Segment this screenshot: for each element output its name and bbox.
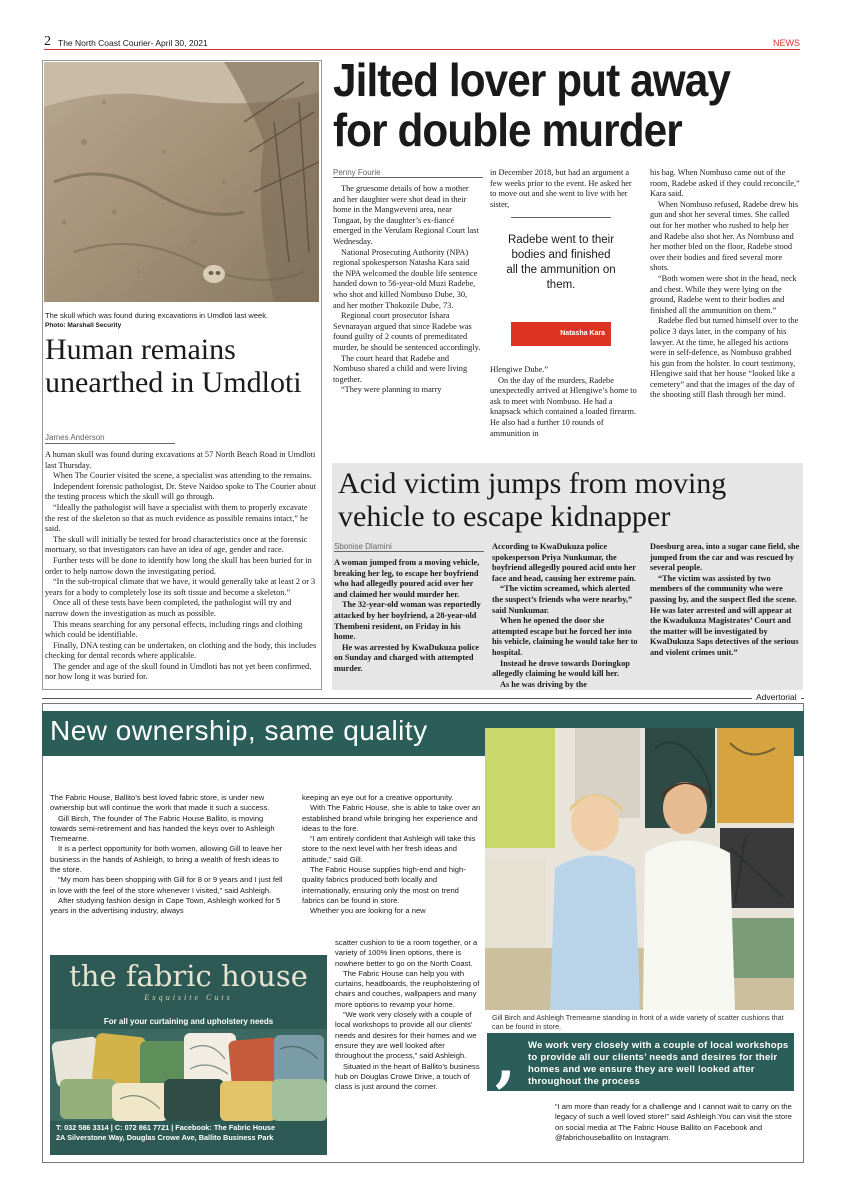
paragraph: Regional court prosecutor Ishara Sevnarayan argued that since Radebe was found guilty of 2 counts of premeditated murder, he should be sentenced accordingly.	[333, 311, 481, 352]
paragraph: When The Courier visited the scene, a specialist was attending to the remains.	[53, 471, 312, 481]
page-number: 2	[44, 34, 51, 49]
paragraph: The Fabric House can help you with curtains, headboards, the reupholstering of chairs and couches, wallpapers and many more options to revamp your home.	[335, 968, 480, 1009]
paragraph: Radebe fled but turned himself over to the police 3 days later, in the company of his lawyer. At the time, he alleged his actions were in self-defence, as Nombuso grabbed his gun from the holster. In court testimony, Hlengiwe said that her house “looked like a cemetery” and that the images of the day of the shooting still flash through her mind.	[650, 316, 799, 400]
advertorial-column-3: “I am more than ready for a challenge and I cannot wait to carry on the legacy of such a well loved store!” said Ashleigh.You can visit the store on social media at The Fabric House Ballito on Facebook and @fabrichouseballito on Instagram.	[555, 1102, 792, 1142]
advertorial-tag: Advertorial	[752, 692, 801, 702]
paragraph: It is a perfect opportunity for both women, allowing Gill to leave her business in the hands of Ashleigh, to bring a wealth of fresh ideas to the store.	[50, 844, 283, 875]
byline: Penny Fourie	[333, 168, 483, 178]
paragraph: He was arrested by KwaDukuza police on Sunday and charged with attempted murder.	[334, 642, 479, 673]
headline-human-remains: Human remains unearthed in Umdloti	[45, 333, 302, 399]
byline: Sbonise Dlamini	[334, 542, 484, 552]
paragraph: On the day of the murders, Radebe unexpectedly arrived at Hlengiwe’s home to ask to meet with Nombuso. He had a knapsack which contained a loaded firearm. He also had a further 10 rounds of ammunition in	[490, 375, 637, 438]
skull-excavation-photo	[44, 62, 319, 302]
paragraph: Further tests will be done to identify how long the skull has been buried for in order to help narrow down the investigating period.	[45, 555, 312, 576]
article-column-1	[333, 184, 481, 396]
paragraph: When Nombuso refused, Radebe drew his gun and shot her several times. She called out for her mother who rushed to help her and Radebe also shot her. As Nombuso and her mother bled on the floor, Radebe stood over their bodies and fired several more shots.	[650, 199, 799, 273]
logo-subtitle: Exquisite Cuts	[144, 993, 233, 1002]
ad-contact	[56, 1123, 326, 1143]
fabric-house-logo: the fabric house	[69, 959, 308, 993]
advertorial-column-2	[302, 793, 482, 917]
divider	[511, 217, 611, 218]
paragraph: “Both women were shot in the head, neck and chest. While they were lying on the ground, Radebe went to their bodies and finished all the ammunition on them.”	[650, 273, 797, 315]
headline-jilted-lover: Jilted lover put away for double murder	[333, 54, 730, 156]
paragraph: The gender and age of the skull found in Umdloti has not yet been confirmed, nor how long it was buried for.	[45, 661, 312, 682]
article-body	[45, 450, 317, 683]
article-column-3	[650, 168, 800, 401]
pull-quote: We work very closely with a couple of local workshops to provide all our clients’ needs and desires for their homes and we ensure they are well looked after throughout the process	[528, 1040, 789, 1087]
quote-mark-icon: ,	[495, 1025, 516, 1095]
paragraph: With The Fabric House, she is able to take over an established brand while bringing her experience and ideas to the fore.	[302, 803, 481, 833]
advertorial-column-1	[50, 793, 290, 917]
paragraph: According to KwaDukuza police spokesperson Priya Nunkumar, the boyfriend allegedly poured acid onto her face and head, causing her extreme pain.	[492, 542, 636, 583]
paragraph: The 32-year-old woman was reportedly attacked by her boyfriend, a 28-year-old Thembeni resident, on Friday in his home.	[334, 600, 481, 642]
article-column-3	[650, 542, 800, 659]
paragraph: “My mom has been shopping with Gill for 8 or 9 years and I just fell in love with the feel of the store whenever I visited,” said Ashleigh.	[50, 875, 283, 895]
paragraph: “The victim was assisted by two members of the community who were passing by, and the suspect fled the scene. He was later arrested and will appear at the Kwadukuza Magistrates’ Court and the matter will be investigated by KwaDukuza Saps detectives of the serious and violent crimes unit.”	[650, 573, 799, 657]
paragraph: “I am entirely confident that Ashleigh will take this store to the next level with her fresh ideas and attitude,” said Gill.	[302, 834, 476, 864]
divider	[42, 698, 804, 699]
paragraph: Hlengiwe Dube.”	[490, 365, 549, 374]
paragraph: “The victim screamed, which alerted the suspect’s friends who were nearby,” said Nunkumar.	[492, 584, 633, 615]
paragraph: This means searching for any personal effects, including rings and clothing which could be identifiable.	[45, 619, 303, 640]
advertorial-headline: New ownership, same quality	[50, 715, 428, 746]
photo-caption	[45, 311, 315, 330]
article-column-2-continued	[490, 365, 640, 439]
owners-photo	[485, 728, 794, 1010]
ad-tagline: For all your curtaining and upholstery needs	[103, 1017, 274, 1026]
byline: James Anderson	[45, 433, 175, 444]
paragraph: Doesburg area, into a sugar cane field, she jumped from the car and was rescued by several people.	[650, 542, 800, 573]
photo-caption: Gill Birch and Ashleigh Tremearne standing in front of a wide variety of scatter cushions that can be found in store.	[492, 1013, 784, 1031]
paragraph: Gill Birch, The founder of The Fabric House Ballito, is moving towards semi-retirement and has handed the keys over to Ashleigh Tremearne.	[50, 813, 275, 844]
contact-details: T: 032 586 3314 | C: 072 861 7721 | Facebook: The Fabric House	[56, 1123, 276, 1132]
paragraph: Whether you are looking for a new	[310, 906, 426, 916]
paragraph: “Ideally the pathologist will have a specialist with them to properly excavate the rest of the skeleton so that as much evidence as possible remains intact,” he said.	[45, 502, 308, 534]
paragraph: “They were planning to marry	[341, 385, 442, 395]
pull-quote-source: Natasha Kara	[511, 322, 611, 346]
paragraph: Once all of these tests have been completed, the pathologist will try and narrow down the investigation as much as possible.	[45, 598, 292, 618]
photo-credit: Photo: Marshall Security	[45, 322, 122, 329]
paragraph: keeping an eye out for a creative opportunity.	[302, 793, 454, 802]
paragraph: When he opened the door she attempted escape but he forced her into his vehicle, claiming he would take her to hospital.	[492, 616, 638, 657]
headline-acid-victim: Acid victim jumps from moving vehicle to escape kidnapper	[338, 467, 727, 533]
cushions-illustration	[50, 1029, 327, 1121]
publication-date: The North Coast Courier- April 30, 2021	[58, 38, 208, 48]
paragraph: scatter cushion to tie a room together, or a variety of 100% linen options, there is nowhere better to go on the North Coast.	[335, 938, 478, 968]
paragraph: The Fabric House, Ballito’s best loved fabric store, is under new ownership but will continue the work that made it such a success.	[50, 793, 270, 813]
paragraph: Independent forensic pathologist, Dr. Steve Naidoo spoke to The Courier about the testing process which the skull will go through.	[45, 481, 316, 502]
paragraph: As he was driving by the	[500, 679, 587, 689]
fabric-house-advert	[50, 955, 327, 1155]
paragraph: National Prosecuting Authority (NPA) regional spokesperson Natasha Kara said the NPA welcomed the double life sentence handed down to 56-year-old Muzi Radebe, who shot and killed Nombuso Dube, 30, and her mother Thokozile Dube, 73.	[333, 247, 478, 310]
paragraph: Instead he drove towards Doringkop allegedly claiming he would kill her.	[492, 658, 630, 679]
caption-text: The skull which was found during excavations in Umdloti last week.	[45, 311, 269, 320]
article-column-1	[334, 558, 482, 675]
section-label: NEWS	[773, 38, 800, 48]
paragraph: “We work very closely with a couple of local workshops to provide all our clients’ needs and desires for their homes and we ensure they are well looked after throughout the process,” said Ashleigh.	[335, 1010, 477, 1061]
paragraph: The Fabric House supplies high-end and high-quality fabrics produced both locally and internationally, ensuring only the most on trend fabrics can be found in store.	[302, 865, 466, 905]
advertorial-column-2-continued	[335, 938, 482, 1092]
paragraph: A woman jumped from a moving vehicle, breaking her leg, to escape her boyfriend who had allegedly poured acid over her and claimed her would murder her.	[334, 558, 480, 599]
article-column-2	[492, 542, 642, 690]
paragraph: The court heard that Radebe and Nombuso shared a child and were living together.	[333, 353, 468, 384]
paragraph: “In the sub-tropical climate that we have, it would generally take at least 2 or 3 years for a body to completely lose its soft tissue and become a skeleton.”	[45, 577, 316, 597]
pull-quote: Radebe went to their bodies and finished all the ammunition on them.	[506, 234, 616, 291]
paragraph: in December 2018, but had an argument a few weeks prior to the event. He asked her to move out and she went to live with her sister,	[490, 168, 632, 209]
paragraph: Situated in the heart of Ballito’s business hub on Douglas Crowe Drive, a touch of class is just around the corner.	[335, 1061, 480, 1092]
paragraph: A human skull was found during excavations at 57 North Beach Road in Umdloti last Thursday.	[45, 450, 316, 470]
article-column-2	[490, 168, 640, 210]
paragraph: Finally, DNA testing can be undertaken, on clothing and the body, this includes checking for dental records where applicable.	[45, 640, 317, 661]
paragraph: After studying fashion design in Cape Town, Ashleigh worked for 5 years in the advertising industry, always	[50, 895, 281, 916]
paragraph: his bag. When Nombuso came out of the room, Radebe asked if they could reconcile,” Kara said.	[650, 168, 800, 199]
paragraph: The gruesome details of how a mother and her daughter were shot dead in their home in the Mangweveni area, near Tongaat, by the daughter’s ex-fiancé emerged in the Verulam Regional Court last Wednesday.	[333, 184, 479, 246]
address: 2A Silverstone Way, Douglas Crowe Ave, Ballito Business Park	[56, 1133, 274, 1142]
page-header	[44, 36, 800, 50]
paragraph: The skull will initially be tested for broad characteristics once at the forensic mortuary, so that investigators can have an idea of age, gender and race.	[45, 534, 308, 555]
